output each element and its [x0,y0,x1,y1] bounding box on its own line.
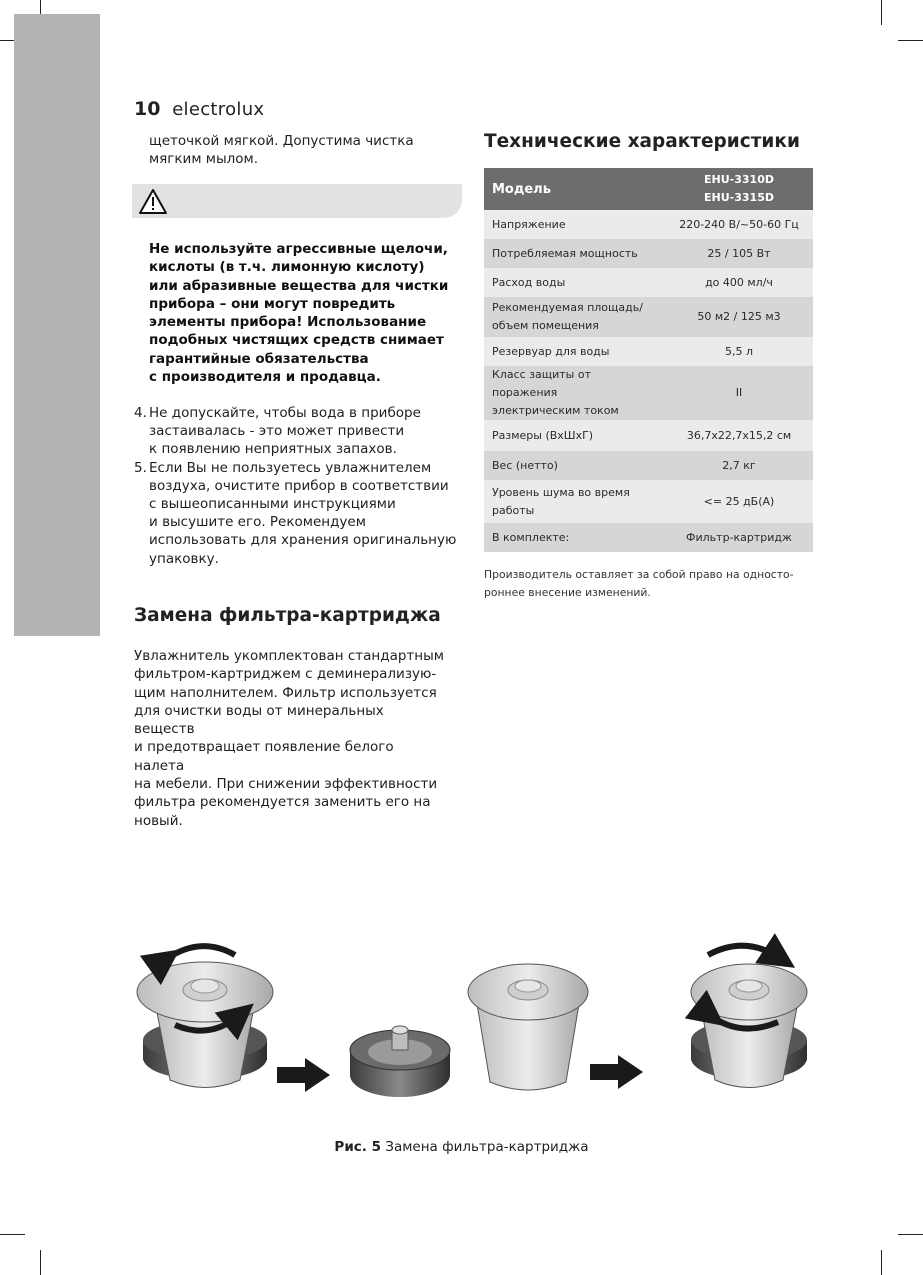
text-line: подобных чистящих средств снимает [149,332,444,349]
warning-triangle-icon [138,187,168,215]
row-value: Фильтр-картридж [665,523,813,552]
crop-mark [881,1250,882,1275]
crop-mark [898,1234,923,1235]
text-line: фильтром-картриджем с деминерализую- [134,666,437,683]
text-line: на мебели. При снижении эффективности [134,776,438,793]
text-line: кислоты (в т.ч. лимонную кислоту) [149,259,425,276]
text-line: новый. [134,812,183,829]
row-value: 25 / 105 Вт [665,239,813,268]
item-number: 4. [134,405,147,421]
text-line: гарантийные обязательства [149,350,369,367]
label-line: объем помещения [492,319,599,332]
table-row [484,451,813,480]
text-line: с производителя и продавца. [149,369,381,386]
table-row [484,420,813,451]
text-line: и предотвращает появление белого налета [134,739,394,774]
text-line: Не допускайте, чтобы вода в приборе [149,405,421,421]
section-body [134,647,444,830]
label-line: Резервуар для воды [492,344,610,358]
row-value: 36,7х22,7х15,2 см [665,420,813,451]
text-line: Производитель оставляет за собой право на односто- [484,568,794,581]
caption-label: Рис. 5 [334,1139,381,1155]
text-line: Не используйте агрессивные щелочи, [149,241,448,257]
text-line: использовать для хранения оригинальную [149,532,457,549]
table-row [484,297,813,337]
text-line: и высушите его. Рекомендуем [149,514,366,531]
table-row [484,337,813,366]
item-number: 5. [134,459,147,476]
right-arrow-icon [590,1055,643,1089]
filter-base [350,1026,450,1097]
specs-title: Технические характеристики [484,131,800,152]
table-header-row [484,168,813,210]
filter-on-base-left [137,946,273,1087]
text-line: роннее внесение изменений. [484,586,651,599]
label-line: Размеры (ВхШхГ) [492,428,594,442]
label-line: Класс защиты от поражения [492,368,591,399]
model-name: EHU-3310D [704,173,774,186]
label-line: В комплекте: [492,530,570,544]
row-label [484,210,665,239]
model-name: EHU-3315D [704,191,774,204]
crop-mark [898,40,923,41]
row-value: 5,5 л [665,337,813,366]
table-row [484,210,813,239]
row-value: до 400 мл/ч [665,268,813,297]
label-line: электрическим током [492,404,619,417]
row-label [484,366,665,420]
row-label [484,268,665,297]
row-label [484,420,665,451]
label-line: Расход воды [492,275,566,289]
text-line: или абразивные вещества для чистки [149,277,449,294]
header-model-label: Модель [484,168,665,210]
warning-banner [132,184,462,218]
text-line: щим наполнителем. Фильтр используется [134,684,437,701]
label-line: Напряжение [492,217,566,231]
list-item [134,404,464,459]
row-label [484,523,665,552]
caption-text: Замена фильтра-картриджа [385,1139,589,1155]
text-line: к появлению неприятных запахов. [149,441,397,458]
specs-table [484,168,813,552]
text-line: застаивалась - это может привести [149,423,405,440]
brand-name: electrolux [172,99,265,120]
table-row [484,268,813,297]
text-line: элементы прибора! Использование [149,314,427,331]
section-title: Замена фильтра-картриджа [134,605,441,626]
text-line: фильтра рекомендуется заменить его на [134,794,431,811]
row-value: 2,7 кг [665,451,813,480]
filter-on-base-right [691,946,807,1088]
numbered-list [134,404,464,568]
row-label [484,297,665,337]
text-line: Увлажнитель укомплектован стандартным [134,648,444,664]
table-row [484,239,813,268]
lead-paragraph [149,132,449,168]
specs-note [484,566,814,602]
row-value: 220-240 В/~50-60 Гц [665,210,813,239]
label-line: Уровень шума во время [492,485,630,499]
table-row [484,523,813,552]
row-label [484,337,665,366]
row-label [484,239,665,268]
row-label [484,480,665,523]
text-line: Если Вы не пользуетесь увлажнителем [149,459,432,476]
label-line: работы [492,503,535,517]
crop-mark [0,1234,25,1235]
page-header [134,98,264,120]
right-arrow-icon [277,1058,330,1092]
list-item [134,459,464,568]
row-value: <= 25 дБ(А) [665,480,813,523]
page-number: 10 [134,98,161,120]
text-line: воздуха, очистите прибор в соответствии [149,477,449,494]
text-line: прибора – они могут повредить [149,295,396,312]
figure-caption [0,1139,923,1155]
label-line: Вес (нетто) [492,458,558,472]
row-value: 50 м2 / 125 м3 [665,297,813,337]
text-line: щеточкой мягкой. Допустима чистка [149,133,414,149]
filter-replacement-illustration [130,930,810,1110]
table-row [484,480,813,523]
text-line: мягким мылом. [149,151,259,167]
crop-mark [881,0,882,25]
side-tab-bar [14,14,100,636]
header-models [665,168,813,210]
row-label [484,451,665,480]
text-line: для очистки воды от минеральных веществ [134,702,384,738]
crop-mark [40,1250,41,1275]
label-line: Рекомендуемая площадь/ [492,301,643,314]
warning-text [149,240,459,386]
table-row [484,366,813,420]
text-line: упаковку. [149,550,219,567]
text-line: с вышеописанными инструкциями [149,496,396,513]
row-value: II [665,366,813,420]
filter-cartridge [468,964,588,1090]
label-line: Потребляемая мощность [492,246,638,260]
